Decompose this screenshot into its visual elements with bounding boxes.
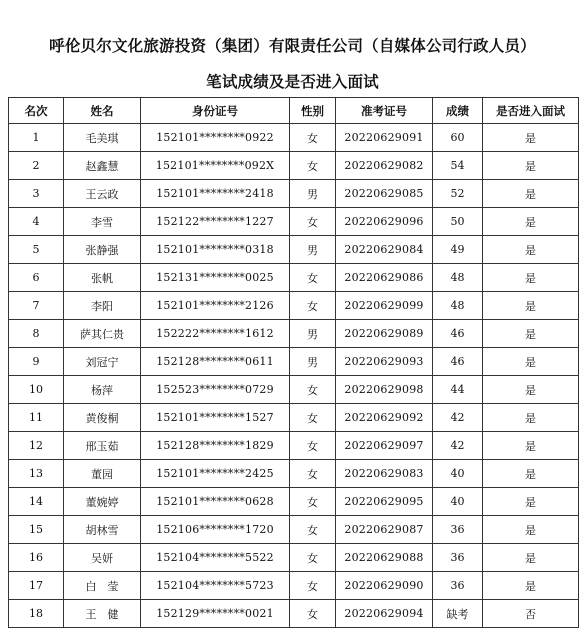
name-cell: 李雪: [64, 208, 141, 236]
name-cell: 张静强: [64, 236, 141, 264]
name-cell: 李阳: [64, 292, 141, 320]
rank-cell: 2: [9, 152, 64, 180]
name-cell: 毛美琪: [64, 124, 141, 152]
id-number-cell: 152101********2418: [141, 180, 290, 208]
id-number-cell: 152101********092X: [141, 152, 290, 180]
document-subtitle: 笔试成绩及是否进入面试: [206, 73, 379, 91]
name-cell: 王云政: [64, 180, 141, 208]
gender-cell: 女: [290, 600, 336, 628]
exam-number-cell: 20220629093: [336, 348, 433, 376]
score-cell: 48: [433, 264, 483, 292]
rank-cell: 4: [9, 208, 64, 236]
name-cell: 张帆: [64, 264, 141, 292]
interview-status-cell: 是: [483, 124, 579, 152]
rank-cell: 1: [9, 124, 64, 152]
table-row: [9, 460, 579, 488]
interview-status-cell: 是: [483, 544, 579, 572]
rank-cell: 16: [9, 544, 64, 572]
table-row: [9, 208, 579, 236]
interview-status-cell: 是: [483, 460, 579, 488]
name-cell: 董婉婷: [64, 488, 141, 516]
rank-cell: 9: [9, 348, 64, 376]
interview-status-cell: 是: [483, 236, 579, 264]
rank-cell: 8: [9, 320, 64, 348]
interview-status-cell: 是: [483, 320, 579, 348]
table-row: [9, 264, 579, 292]
name-cell: 杨萍: [64, 376, 141, 404]
id-number-cell: 152101********0922: [141, 124, 290, 152]
name-cell: 王 健: [64, 600, 141, 628]
id-number-cell: 152128********0611: [141, 348, 290, 376]
gender-cell: 女: [290, 152, 336, 180]
table-row: [9, 236, 579, 264]
rank-cell: 10: [9, 376, 64, 404]
exam-number-cell: 20220629099: [336, 292, 433, 320]
name-cell: 胡林雪: [64, 516, 141, 544]
rank-cell: 11: [9, 404, 64, 432]
exam-number-cell: 20220629083: [336, 460, 433, 488]
gender-cell: 男: [290, 180, 336, 208]
rank-cell: 18: [9, 600, 64, 628]
interview-status-cell: 是: [483, 572, 579, 600]
name-cell: 吴妍: [64, 544, 141, 572]
rank-cell: 7: [9, 292, 64, 320]
score-cell: 49: [433, 236, 483, 264]
id-number-cell: 152101********2425: [141, 460, 290, 488]
rank-cell: 14: [9, 488, 64, 516]
exam-number-cell: 20220629087: [336, 516, 433, 544]
table-row: [9, 152, 579, 180]
column-header-name: 姓名: [64, 98, 141, 124]
score-cell: 50: [433, 208, 483, 236]
table-row: [9, 488, 579, 516]
exam-number-cell: 20220629092: [336, 404, 433, 432]
gender-cell: 女: [290, 544, 336, 572]
id-number-cell: 152122********1227: [141, 208, 290, 236]
table-row: [9, 180, 579, 208]
column-header-id-number: 身份证号: [141, 98, 290, 124]
gender-cell: 女: [290, 292, 336, 320]
rank-cell: 13: [9, 460, 64, 488]
interview-status-cell: 是: [483, 180, 579, 208]
id-number-cell: 152101********0628: [141, 488, 290, 516]
id-number-cell: 152128********1829: [141, 432, 290, 460]
column-header-exam-number: 准考证号: [336, 98, 433, 124]
id-number-cell: 152101********0318: [141, 236, 290, 264]
gender-cell: 女: [290, 432, 336, 460]
exam-number-cell: 20220629088: [336, 544, 433, 572]
name-cell: 董园: [64, 460, 141, 488]
id-number-cell: 152106********1720: [141, 516, 290, 544]
table-row: [9, 600, 579, 628]
table-row: [9, 376, 579, 404]
id-number-cell: 152523********0729: [141, 376, 290, 404]
rank-cell: 6: [9, 264, 64, 292]
name-cell: 刘冠宁: [64, 348, 141, 376]
table-row: [9, 292, 579, 320]
id-number-cell: 152131********0025: [141, 264, 290, 292]
interview-status-cell: 是: [483, 376, 579, 404]
gender-cell: 女: [290, 264, 336, 292]
name-cell: 赵鑫慧: [64, 152, 141, 180]
id-number-cell: 152129********0021: [141, 600, 290, 628]
table-body: [9, 124, 579, 628]
exam-number-cell: 20220629085: [336, 180, 433, 208]
score-cell: 46: [433, 348, 483, 376]
exam-number-cell: 20220629098: [336, 376, 433, 404]
exam-number-cell: 20220629086: [336, 264, 433, 292]
score-cell: 60: [433, 124, 483, 152]
rank-cell: 17: [9, 572, 64, 600]
exam-number-cell: 20220629082: [336, 152, 433, 180]
gender-cell: 女: [290, 404, 336, 432]
id-number-cell: 152101********1527: [141, 404, 290, 432]
score-cell: 52: [433, 180, 483, 208]
exam-number-cell: 20220629096: [336, 208, 433, 236]
gender-cell: 女: [290, 124, 336, 152]
name-cell: 白 莹: [64, 572, 141, 600]
table-header-row: [9, 98, 579, 124]
gender-cell: 男: [290, 348, 336, 376]
interview-status-cell: 是: [483, 432, 579, 460]
gender-cell: 男: [290, 236, 336, 264]
interview-status-cell: 是: [483, 348, 579, 376]
score-cell: 36: [433, 572, 483, 600]
interview-status-cell: 是: [483, 516, 579, 544]
exam-number-cell: 20220629090: [336, 572, 433, 600]
rank-cell: 3: [9, 180, 64, 208]
score-cell: 缺考: [433, 600, 483, 628]
id-number-cell: 152104********5723: [141, 572, 290, 600]
table-row: [9, 432, 579, 460]
gender-cell: 女: [290, 488, 336, 516]
exam-number-cell: 20220629091: [336, 124, 433, 152]
interview-status-cell: 是: [483, 404, 579, 432]
table-row: [9, 404, 579, 432]
interview-status-cell: 是: [483, 152, 579, 180]
gender-cell: 女: [290, 208, 336, 236]
table-row: [9, 348, 579, 376]
interview-status-cell: 是: [483, 208, 579, 236]
score-cell: 54: [433, 152, 483, 180]
table-row: [9, 544, 579, 572]
interview-status-cell: 是: [483, 488, 579, 516]
score-cell: 40: [433, 488, 483, 516]
score-cell: 48: [433, 292, 483, 320]
name-cell: 黄俊桐: [64, 404, 141, 432]
column-header-interview-status: 是否进入面试: [483, 98, 579, 124]
score-cell: 36: [433, 516, 483, 544]
rank-cell: 5: [9, 236, 64, 264]
name-cell: 萨其仁贵: [64, 320, 141, 348]
rank-cell: 12: [9, 432, 64, 460]
gender-cell: 男: [290, 320, 336, 348]
score-cell: 42: [433, 404, 483, 432]
name-cell: 邢玉茹: [64, 432, 141, 460]
exam-number-cell: 20220629089: [336, 320, 433, 348]
id-number-cell: 152104********5522: [141, 544, 290, 572]
column-header-gender: 性别: [290, 98, 336, 124]
id-number-cell: 152222********1612: [141, 320, 290, 348]
gender-cell: 女: [290, 572, 336, 600]
score-cell: 42: [433, 432, 483, 460]
interview-status-cell: 是: [483, 264, 579, 292]
gender-cell: 女: [290, 376, 336, 404]
exam-number-cell: 20220629097: [336, 432, 433, 460]
score-cell: 46: [433, 320, 483, 348]
table-row: [9, 572, 579, 600]
table-row: [9, 124, 579, 152]
document-title: 呼伦贝尔文化旅游投资（集团）有限责任公司（自媒体公司行政人员）: [49, 37, 536, 55]
interview-status-cell: 是: [483, 292, 579, 320]
results-table: [8, 97, 579, 628]
column-header-rank: 名次: [9, 98, 64, 124]
score-cell: 36: [433, 544, 483, 572]
score-cell: 44: [433, 376, 483, 404]
exam-number-cell: 20220629095: [336, 488, 433, 516]
exam-number-cell: 20220629094: [336, 600, 433, 628]
gender-cell: 女: [290, 516, 336, 544]
id-number-cell: 152101********2126: [141, 292, 290, 320]
interview-status-cell: 否: [483, 600, 579, 628]
exam-number-cell: 20220629084: [336, 236, 433, 264]
rank-cell: 15: [9, 516, 64, 544]
table-row: [9, 516, 579, 544]
gender-cell: 女: [290, 460, 336, 488]
column-header-score: 成绩: [433, 98, 483, 124]
table-row: [9, 320, 579, 348]
score-cell: 40: [433, 460, 483, 488]
